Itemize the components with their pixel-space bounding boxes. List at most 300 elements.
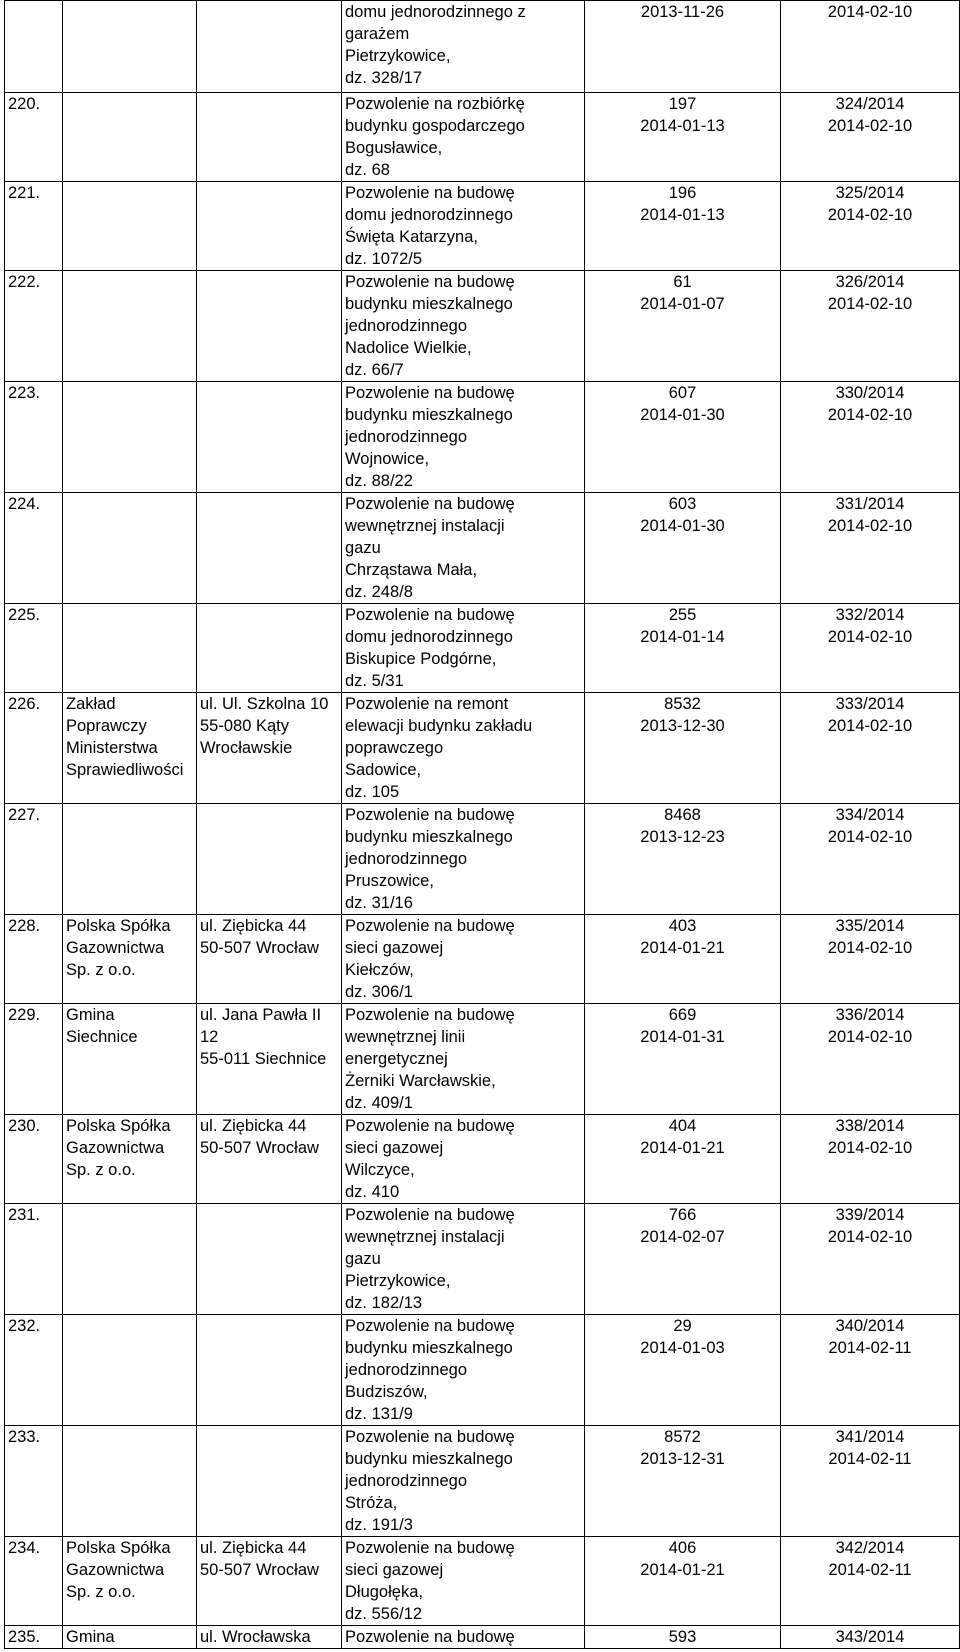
decision-line: 338/2014 xyxy=(835,1117,905,1135)
subject-line: Pozwolenie na budowę xyxy=(345,273,515,291)
subject-line: dz. 182/13 xyxy=(345,1294,423,1312)
decision-line: 336/2014 xyxy=(835,1006,905,1024)
application-cell xyxy=(585,382,781,493)
application-cell xyxy=(585,1626,781,1649)
entry-number: 229. xyxy=(8,1006,41,1024)
entry-number-cell xyxy=(5,804,63,915)
decision-line: 2014-02-10 xyxy=(827,295,913,313)
application-line: 2014-01-13 xyxy=(640,117,725,135)
entry-number-cell xyxy=(5,182,63,271)
address-cell xyxy=(197,604,342,693)
subject-line: jednorodzinnego xyxy=(345,317,468,335)
subject-line: Pozwolenie na budowę xyxy=(345,917,515,935)
subject-line: dz. 556/12 xyxy=(345,1605,423,1623)
permits-register-body xyxy=(5,1,960,1649)
decision-line: 2014-02-10 xyxy=(827,3,913,21)
application-line: 61 xyxy=(673,273,692,291)
subject-line: energetycznej xyxy=(345,1050,448,1068)
subject-line: dz. 31/16 xyxy=(345,894,413,912)
application-line: 2014-01-21 xyxy=(640,1561,725,1579)
decision-line: 2014-02-10 xyxy=(827,406,913,424)
address-line: ul. Ziębicka 44 xyxy=(200,1117,307,1135)
entry-number: 226. xyxy=(8,695,41,713)
application-line: 593 xyxy=(668,1628,697,1646)
decision-line: 2014-02-10 xyxy=(827,517,913,535)
subject-line: dz. 88/22 xyxy=(345,472,413,490)
decision-cell xyxy=(781,1004,960,1115)
subject-line: dz. 66/7 xyxy=(345,361,404,379)
entry-number: 235. xyxy=(8,1628,41,1646)
decision-line: 2014-02-11 xyxy=(828,1561,912,1579)
subject-cell xyxy=(342,493,585,604)
subject-line: Pozwolenie na budowę xyxy=(345,184,515,202)
table-row xyxy=(5,915,960,1004)
subject-line: Chrząstawa Mała, xyxy=(345,561,478,579)
subject-line: Święta Katarzyna, xyxy=(345,228,478,246)
decision-line: 332/2014 xyxy=(835,606,905,624)
investor-line: Gazownictwa xyxy=(66,939,165,957)
table-row xyxy=(5,182,960,271)
application-line: 2013-12-31 xyxy=(640,1450,725,1468)
subject-line: dz. 105 xyxy=(345,783,400,801)
application-line: 2013-11-26 xyxy=(640,3,725,21)
application-line: 197 xyxy=(668,95,697,113)
application-line: 607 xyxy=(668,384,697,402)
entry-number: 220. xyxy=(8,95,41,113)
investor-cell xyxy=(63,382,197,493)
subject-line: Pozwolenie na remont xyxy=(345,695,509,713)
address-line: 55-011 Siechnice xyxy=(200,1050,327,1068)
entry-number-cell xyxy=(5,271,63,382)
subject-line: gazu xyxy=(345,1250,381,1268)
subject-line: gazu xyxy=(345,539,381,557)
decision-cell xyxy=(781,382,960,493)
subject-cell xyxy=(342,1537,585,1626)
address-cell xyxy=(197,1426,342,1537)
decision-cell xyxy=(781,804,960,915)
application-line: 669 xyxy=(668,1006,697,1024)
subject-line: dz. 68 xyxy=(345,161,390,179)
subject-cell xyxy=(342,1115,585,1204)
entry-number-cell xyxy=(5,693,63,804)
decision-cell xyxy=(781,1315,960,1426)
entry-number-cell xyxy=(5,493,63,604)
decision-line: 342/2014 xyxy=(835,1539,905,1557)
decision-line: 343/2014 xyxy=(835,1628,905,1646)
entry-number: 225. xyxy=(8,606,41,624)
entry-number-cell xyxy=(5,1626,63,1649)
application-cell xyxy=(585,1004,781,1115)
application-cell xyxy=(585,182,781,271)
table-row xyxy=(5,1315,960,1426)
investor-cell xyxy=(63,1115,197,1204)
subject-line: Kiełczów, xyxy=(345,961,414,979)
investor-cell xyxy=(63,1426,197,1537)
subject-line: Wojnowice, xyxy=(345,450,430,468)
table-row xyxy=(5,493,960,604)
decision-cell xyxy=(781,1537,960,1626)
decision-cell xyxy=(781,1626,960,1649)
subject-line: budynku mieszkalnego xyxy=(345,406,513,424)
decision-line: 2014-02-10 xyxy=(827,1139,913,1157)
subject-line: jednorodzinnego xyxy=(345,1472,468,1490)
application-line: 2013-12-23 xyxy=(640,828,725,846)
subject-line: domu jednorodzinnego xyxy=(345,206,513,224)
address-cell xyxy=(197,693,342,804)
subject-line: Pruszowice, xyxy=(345,872,434,890)
application-line: 2014-01-21 xyxy=(640,1139,725,1157)
decision-line: 2014-02-10 xyxy=(827,206,913,224)
application-line: 2014-01-07 xyxy=(640,295,725,313)
subject-line: poprawczego xyxy=(345,739,444,757)
decision-line: 2014-02-10 xyxy=(827,939,913,957)
address-cell xyxy=(197,915,342,1004)
decision-line: 2014-02-10 xyxy=(827,828,913,846)
subject-line: sieci gazowej xyxy=(345,939,444,957)
application-cell xyxy=(585,915,781,1004)
investor-cell xyxy=(63,93,197,182)
subject-line: Bogusławice, xyxy=(345,139,443,157)
entry-number: 234. xyxy=(8,1539,41,1557)
subject-line: Budziszów, xyxy=(345,1383,428,1401)
decision-cell xyxy=(781,1,960,93)
decision-line: 325/2014 xyxy=(835,184,905,202)
subject-line: dz. 5/31 xyxy=(345,672,404,690)
subject-line: Pozwolenie na budowę xyxy=(345,1206,515,1224)
subject-line: domu jednorodzinnego xyxy=(345,628,513,646)
investor-line: Gmina xyxy=(66,1006,115,1024)
table-row xyxy=(5,382,960,493)
application-line: 29 xyxy=(673,1317,692,1335)
investor-cell xyxy=(63,1,197,93)
address-line: ul. Wrocławska xyxy=(200,1628,311,1646)
address-cell xyxy=(197,1204,342,1315)
table-row xyxy=(5,604,960,693)
subject-line: budynku mieszkalnego xyxy=(345,1339,513,1357)
application-cell xyxy=(585,1,781,93)
application-cell xyxy=(585,1426,781,1537)
entry-number-cell xyxy=(5,915,63,1004)
address-line: 50-507 Wrocław xyxy=(200,1139,319,1157)
subject-cell xyxy=(342,1426,585,1537)
table-row xyxy=(5,1115,960,1204)
subject-line: Pozwolenie na budowę xyxy=(345,1117,515,1135)
application-cell xyxy=(585,1537,781,1626)
subject-cell xyxy=(342,804,585,915)
investor-line: Zakład xyxy=(66,695,116,713)
investor-cell xyxy=(63,1004,197,1115)
address-cell xyxy=(197,382,342,493)
application-line: 2014-02-07 xyxy=(640,1228,725,1246)
subject-line: sieci gazowej xyxy=(345,1561,444,1579)
subject-cell xyxy=(342,93,585,182)
subject-cell xyxy=(342,271,585,382)
application-cell xyxy=(585,693,781,804)
application-line: 406 xyxy=(668,1539,697,1557)
address-cell xyxy=(197,1115,342,1204)
subject-cell xyxy=(342,915,585,1004)
subject-cell xyxy=(342,1626,585,1649)
decision-line: 333/2014 xyxy=(835,695,905,713)
investor-line: Polska Spółka xyxy=(66,1539,171,1557)
application-cell xyxy=(585,1204,781,1315)
table-row xyxy=(5,693,960,804)
decision-cell xyxy=(781,1115,960,1204)
application-line: 2013-12-30 xyxy=(640,717,725,735)
subject-line: budynku mieszkalnego xyxy=(345,828,513,846)
decision-line: 324/2014 xyxy=(835,95,905,113)
decision-line: 340/2014 xyxy=(835,1317,905,1335)
entry-number: 233. xyxy=(8,1428,41,1446)
subject-line: budynku gospodarczego xyxy=(345,117,525,135)
investor-cell xyxy=(63,1204,197,1315)
application-line: 2014-01-03 xyxy=(640,1339,725,1357)
investor-line: Gazownictwa xyxy=(66,1561,165,1579)
address-line: 12 xyxy=(200,1028,219,1046)
investor-cell xyxy=(63,1315,197,1426)
address-line: ul. Ziębicka 44 xyxy=(200,917,307,935)
decision-line: 2014-02-11 xyxy=(828,1450,912,1468)
application-cell xyxy=(585,271,781,382)
application-line: 2014-01-21 xyxy=(640,939,725,957)
subject-line: Pozwolenie na budowę xyxy=(345,1317,515,1335)
subject-line: dz. 409/1 xyxy=(345,1094,413,1112)
subject-line: Pozwolenie na budowę xyxy=(345,1006,515,1024)
decision-line: 2014-02-10 xyxy=(827,628,913,646)
address-cell xyxy=(197,1004,342,1115)
application-line: 404 xyxy=(668,1117,697,1135)
investor-line: Sp. z o.o. xyxy=(66,1583,136,1601)
application-line: 2014-01-31 xyxy=(640,1028,725,1046)
application-cell xyxy=(585,93,781,182)
investor-line: Sp. z o.o. xyxy=(66,1161,136,1179)
subject-line: Pietrzykowice, xyxy=(345,1272,451,1290)
decision-line: 326/2014 xyxy=(835,273,905,291)
subject-line: Nadolice Wielkie, xyxy=(345,339,472,357)
subject-line: elewacji budynku zakładu xyxy=(345,717,533,735)
document-page xyxy=(4,0,960,1649)
table-row xyxy=(5,1426,960,1537)
application-line: 603 xyxy=(668,495,697,513)
address-cell xyxy=(197,1537,342,1626)
address-cell xyxy=(197,93,342,182)
investor-cell xyxy=(63,493,197,604)
subject-line: Pozwolenie na budowę xyxy=(345,1628,515,1646)
address-line: ul. Ziębicka 44 xyxy=(200,1539,307,1557)
decision-line: 330/2014 xyxy=(835,384,905,402)
investor-line: Polska Spółka xyxy=(66,917,171,935)
subject-line: Pozwolenie na rozbiórkę xyxy=(345,95,525,113)
table-row xyxy=(5,1626,960,1649)
address-line: 55-080 Kąty xyxy=(200,717,289,735)
subject-line: wewnętrznej instalacji xyxy=(345,517,505,535)
subject-line: wewnętrznej instalacji xyxy=(345,1228,505,1246)
subject-line: Pietrzykowice, xyxy=(345,47,451,65)
application-line: 8468 xyxy=(664,806,701,824)
subject-cell xyxy=(342,1004,585,1115)
table-row xyxy=(5,1204,960,1315)
subject-cell xyxy=(342,1204,585,1315)
subject-line: Wilczyce, xyxy=(345,1161,415,1179)
subject-line: Pozwolenie na budowę xyxy=(345,606,515,624)
entry-number-cell xyxy=(5,382,63,493)
subject-line: Długołęka, xyxy=(345,1583,423,1601)
table-row xyxy=(5,1,960,93)
subject-line: Pozwolenie na budowę xyxy=(345,1428,515,1446)
address-line: 50-507 Wrocław xyxy=(200,1561,319,1579)
investor-line: Sp. z o.o. xyxy=(66,961,136,979)
subject-cell xyxy=(342,604,585,693)
subject-cell xyxy=(342,693,585,804)
entry-number-cell xyxy=(5,1426,63,1537)
decision-line: 334/2014 xyxy=(835,806,905,824)
subject-cell xyxy=(342,1315,585,1426)
decision-line: 2014-02-10 xyxy=(827,117,913,135)
subject-cell xyxy=(342,182,585,271)
decision-cell xyxy=(781,271,960,382)
subject-line: Pozwolenie na budowę xyxy=(345,1539,515,1557)
subject-line: Pozwolenie na budowę xyxy=(345,495,515,513)
decision-line: 339/2014 xyxy=(835,1206,905,1224)
application-line: 255 xyxy=(668,606,697,624)
permits-register-table xyxy=(4,0,960,1649)
subject-line: dz. 131/9 xyxy=(345,1405,413,1423)
investor-cell xyxy=(63,271,197,382)
subject-line: dz. 328/17 xyxy=(345,69,423,87)
subject-line: jednorodzinnego xyxy=(345,850,468,868)
subject-line: Sadowice, xyxy=(345,761,422,779)
address-cell xyxy=(197,1,342,93)
subject-cell xyxy=(342,382,585,493)
address-cell xyxy=(197,804,342,915)
subject-line: dz. 410 xyxy=(345,1183,400,1201)
entry-number: 222. xyxy=(8,273,41,291)
table-row xyxy=(5,1004,960,1115)
subject-line: Żerniki Warcławskie, xyxy=(345,1072,496,1090)
address-line: 50-507 Wrocław xyxy=(200,939,319,957)
entry-number-cell xyxy=(5,1004,63,1115)
table-row xyxy=(5,804,960,915)
entry-number-cell xyxy=(5,1,63,93)
address-cell xyxy=(197,271,342,382)
investor-cell xyxy=(63,1537,197,1626)
address-cell xyxy=(197,182,342,271)
table-row xyxy=(5,1537,960,1626)
application-cell xyxy=(585,804,781,915)
decision-line: 331/2014 xyxy=(835,495,905,513)
subject-line: jednorodzinnego xyxy=(345,428,468,446)
decision-line: 2014-02-11 xyxy=(828,1339,912,1357)
application-cell xyxy=(585,493,781,604)
address-line: Wrocławskie xyxy=(200,739,293,757)
investor-line: Poprawczy xyxy=(66,717,147,735)
subject-line: wewnętrznej linii xyxy=(345,1028,466,1046)
entry-number: 231. xyxy=(8,1206,41,1224)
investor-line: Gazownictwa xyxy=(66,1139,165,1157)
subject-line: Pozwolenie na budowę xyxy=(345,384,515,402)
subject-line: Biskupice Podgórne, xyxy=(345,650,497,668)
subject-line: domu jednorodzinnego z xyxy=(345,3,526,21)
subject-line: dz. 248/8 xyxy=(345,583,413,601)
subject-line: Pozwolenie na budowę xyxy=(345,806,515,824)
subject-line: budynku mieszkalnego xyxy=(345,1450,513,1468)
address-cell xyxy=(197,1626,342,1649)
entry-number: 232. xyxy=(8,1317,41,1335)
address-cell xyxy=(197,1315,342,1426)
application-line: 2014-01-13 xyxy=(640,206,725,224)
subject-line: sieci gazowej xyxy=(345,1139,444,1157)
decision-cell xyxy=(781,493,960,604)
address-line: ul. Jana Pawła II xyxy=(200,1006,322,1024)
subject-line: jednorodzinnego xyxy=(345,1361,468,1379)
investor-cell xyxy=(63,604,197,693)
entry-number-cell xyxy=(5,604,63,693)
subject-line: dz. 191/3 xyxy=(345,1516,413,1534)
table-row xyxy=(5,93,960,182)
application-line: 196 xyxy=(668,184,697,202)
entry-number: 230. xyxy=(8,1117,41,1135)
application-line: 2014-01-14 xyxy=(640,628,725,646)
application-cell xyxy=(585,604,781,693)
entry-number-cell xyxy=(5,1315,63,1426)
application-line: 766 xyxy=(668,1206,697,1224)
subject-line: Stróża, xyxy=(345,1494,398,1512)
investor-line: Polska Spółka xyxy=(66,1117,171,1135)
investor-cell xyxy=(63,915,197,1004)
application-line: 8532 xyxy=(664,695,701,713)
entry-number-cell xyxy=(5,1204,63,1315)
decision-line: 2014-02-10 xyxy=(827,1028,913,1046)
application-line: 8572 xyxy=(664,1428,701,1446)
entry-number: 221. xyxy=(8,184,41,202)
application-cell xyxy=(585,1115,781,1204)
decision-cell xyxy=(781,693,960,804)
entry-number: 227. xyxy=(8,806,41,824)
subject-line: budynku mieszkalnego xyxy=(345,295,513,313)
application-line: 403 xyxy=(668,917,697,935)
application-line: 2014-01-30 xyxy=(640,406,725,424)
decision-cell xyxy=(781,915,960,1004)
entry-number-cell xyxy=(5,1537,63,1626)
decision-cell xyxy=(781,604,960,693)
entry-number-cell xyxy=(5,93,63,182)
subject-line: dz. 306/1 xyxy=(345,983,413,1001)
entry-number: 223. xyxy=(8,384,41,402)
decision-cell xyxy=(781,93,960,182)
entry-number-cell xyxy=(5,1115,63,1204)
decision-line: 2014-02-10 xyxy=(827,717,913,735)
table-row xyxy=(5,271,960,382)
investor-cell xyxy=(63,182,197,271)
subject-line: garażem xyxy=(345,25,410,43)
subject-cell xyxy=(342,1,585,93)
entry-number: 228. xyxy=(8,917,41,935)
investor-line: Sprawiedliwości xyxy=(66,761,184,779)
investor-cell xyxy=(63,1626,197,1649)
investor-line: Ministerstwa xyxy=(66,739,158,757)
application-line: 2014-01-30 xyxy=(640,517,725,535)
subject-line: dz. 1072/5 xyxy=(345,250,423,268)
decision-cell xyxy=(781,1204,960,1315)
decision-cell xyxy=(781,1426,960,1537)
investor-cell xyxy=(63,693,197,804)
decision-line: 335/2014 xyxy=(835,917,905,935)
investor-line: Gmina xyxy=(66,1628,115,1646)
decision-line: 2014-02-10 xyxy=(827,1228,913,1246)
address-cell xyxy=(197,493,342,604)
investor-line: Siechnice xyxy=(66,1028,138,1046)
application-cell xyxy=(585,1315,781,1426)
